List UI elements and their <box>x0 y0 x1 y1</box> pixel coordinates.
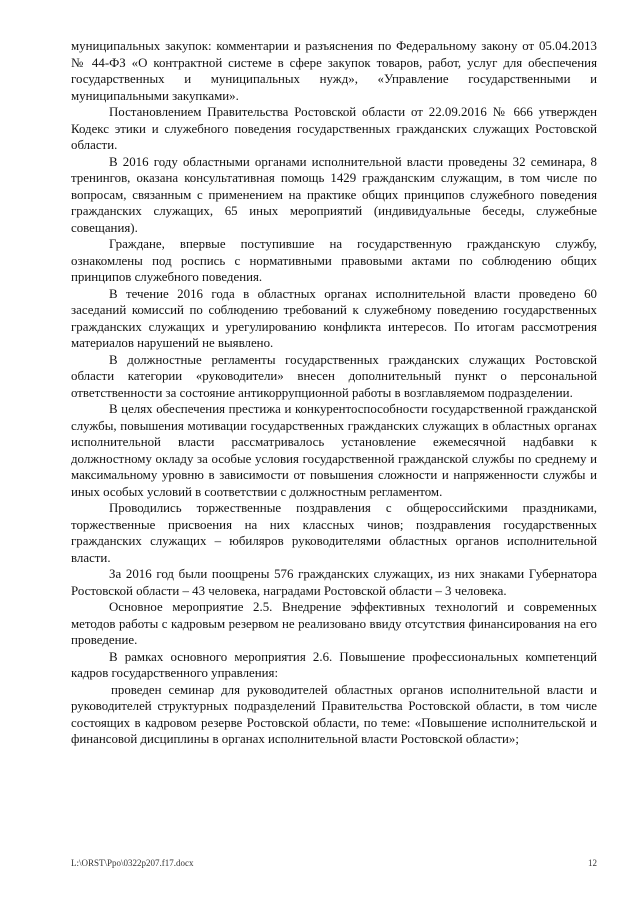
paragraph-6: В должностные регламенты государственных гражданских служащих Ростовской области категории «руководители» внесен дополнительный пункт о персональной ответственности за состояние антикоррупционной работы в возглавляемом подразделении. <box>71 352 597 400</box>
paragraph-11: В рамках основного мероприятия 2.6. Повышение профессиональных компетенций кадров государственного управления: <box>71 649 597 680</box>
paragraph-9: За 2016 год были поощрены 576 гражданских служащих, из них знаками Губернатора Ростовской области – 43 человека, наградами Ростовской области – 3 человека. <box>71 567 597 598</box>
document-page <box>71 38 597 748</box>
paragraph-7: В целях обеспечения престижа и конкурентоспособности государственной гражданской службы, повышения мотивации государственных гражданских служащих в областных органах исполнительной власти рассматривалось установление ежемесячной надбавки к должностному окладу за особые условия государственной гражданской службы по среднему и максимальному уровню в зависимости от повышения сложности и напряженности службы и иных особых условий в соответствии с должностным регламентом. <box>71 402 597 499</box>
paragraph-12: проведен семинар для руководителей областных органов исполнительной власти и руководителей структурных подразделений Правительства Ростовской области, в том числе состоящих в кадровом резерве Ростовской области, по теме: «Повышение исполнительской и финансовой дисциплины в органах исполнительной власти Ростовской области»; <box>71 682 597 746</box>
page-footer <box>71 858 597 868</box>
paragraph-2: Постановлением Правительства Ростовской области от 22.09.2016 № 666 утвержден Кодекс этики и служебного поведения государственных гражданских служащих Ростовской области. <box>71 105 597 152</box>
paragraph-8: Проводились торжественные поздравления с общероссийскими праздниками, торжественные присвоения на них классных чинов; поздравления государственных гражданских служащих – юбиляров руководителями областных органов исполнительной власти. <box>71 501 597 565</box>
footer-file-path: L:\ORST\Ppo\0322p207.f17.docx <box>71 858 194 868</box>
paragraph-1: муниципальных закупок: комментарии и разъяснения по Федеральному закону от 05.04.2013 № 44-ФЗ «О контрактной системе в сфере закупок товаров, работ, услуг для обеспечения государственных и муниципальных нужд», «Управление государственными и муниципальными закупками». <box>71 39 597 103</box>
paragraph-4: Граждане, впервые поступившие на государственную гражданскую службу, ознакомлены под роспись с нормативными правовыми актами по соблюдению общих принципов служебного поведения. <box>71 237 597 284</box>
paragraph-10: Основное мероприятие 2.5. Внедрение эффективных технологий и современных методов работы с кадровым резервом не реализовано ввиду отсутствия финансирования на его проведение. <box>71 600 597 647</box>
paragraph-5: В течение 2016 года в областных органах исполнительной власти проведено 60 заседаний комиссий по соблюдению требований к служебному поведению государственных гражданских служащих и урегулированию конфликта интересов. По итогам рассмотрения материалов нарушений не выявлено. <box>71 286 597 350</box>
footer-page-number: 12 <box>588 858 597 868</box>
paragraph-3: В 2016 году областными органами исполнительной власти проведены 32 семинара, 8 тренингов, оказана консультативная помощь 1429 гражданским служащим, в том числе по вопросам, связанным с применением на практике общих принципов служебного поведения гражданских служащих, 65 иных мероприятий (индивидуальные беседы, служебные совещания). <box>71 154 597 235</box>
